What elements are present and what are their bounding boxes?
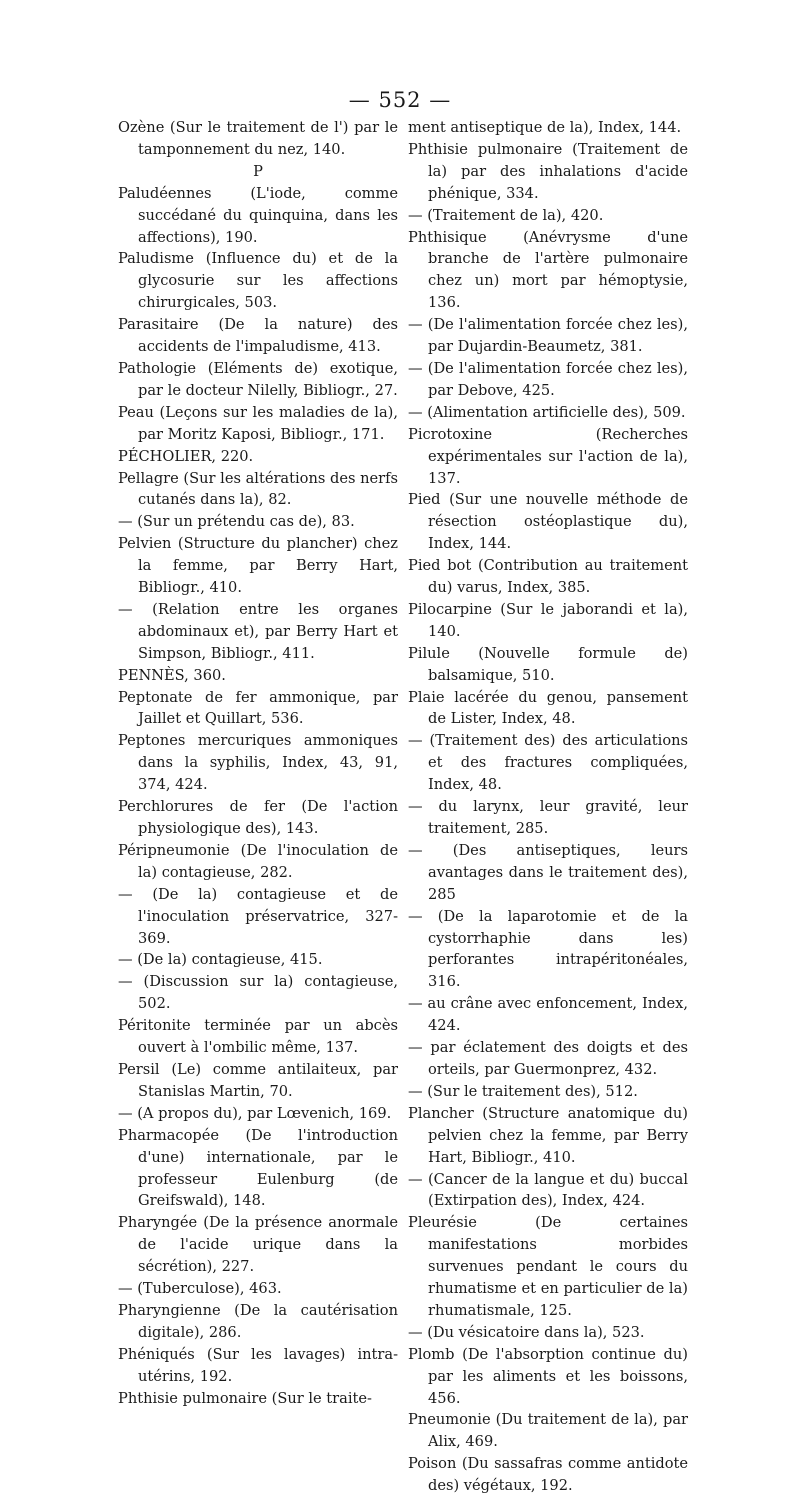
index-entry: — du larynx, leur gravité, leur traitement, 285. xyxy=(408,798,688,837)
index-entry: — (Traitement de la), 420. xyxy=(408,206,604,224)
index-entry: — (Discussion sur la) contagieuse, 502. xyxy=(118,973,398,1013)
section-letter: P xyxy=(253,162,263,180)
index-entry: — (Tuberculose), 463. xyxy=(118,1280,282,1298)
index-entry: — (De la laparotomie et de la cystorrhaphie dans les) perforantes intrapéritonéales, 316. xyxy=(408,907,688,991)
index-entry: — (De l'alimentation forcée chez les), par Debove, 425. xyxy=(408,359,688,399)
index-entry: Pharyngienne (De la cautérisation digitale), 286. xyxy=(118,1301,398,1341)
index-entry: Ozène (Sur le traitement de l') par le tamponnement du nez, 140. xyxy=(118,119,398,158)
index-entry: Pied bot (Contribution au traitement du) varus, Index, 385. xyxy=(408,557,688,597)
index-entry: Parasitaire (De la nature) des accidents de l'impaludisme, 413. xyxy=(118,316,398,356)
index-entry: Paludisme (Influence du) et de la glycosurie sur les affections chirurgicales, 503. xyxy=(118,250,398,312)
index-entry: — (Des antiseptiques, leurs avantages dans le traitement des), 285 xyxy=(408,841,688,903)
index-entry: Perchlorures de fer (De l'action physiologique des), 143. xyxy=(118,798,398,837)
index-entry: Plaie lacérée du genou, pansement de Lister, Index, 48. xyxy=(408,688,688,728)
index-entry: Péritonite terminée par un abcès ouvert à l'ombilic même, 137. xyxy=(118,1017,398,1057)
index-entry: PÉCHOLIER, 220. xyxy=(118,447,254,465)
index-entry: Pellagre (Sur les altérations des nerfs cutanés dans la), 82. xyxy=(118,469,398,509)
index-entry: — (Sur un prétendu cas de), 83. xyxy=(118,513,355,531)
index-entry: Peau (Leçons sur les maladies de la), par Moritz Kaposi, Bibliogr., 171. xyxy=(118,403,398,443)
index-entry: Pharyngée (De la présence anormale de l'acide urique dans la sécrétion), 227. xyxy=(118,1214,398,1276)
index-entry: PENNÈS, 360. xyxy=(118,666,226,684)
index-entry: Plomb (De l'absorption continue du) par les aliments et les boissons, 456. xyxy=(408,1345,688,1407)
index-entry: — (De la) contagieuse, 415. xyxy=(118,951,323,969)
index-column-right xyxy=(408,117,688,1497)
index-entry: Paludéennes (L'iode, comme succédané du quinquina, dans les affections), 190. xyxy=(118,184,398,246)
index-entry: Pathologie (Eléments de) exotique, par le docteur Nilelly, Bibliogr., 27. xyxy=(118,359,398,399)
index-entry: Pilocarpine (Sur le jaborandi et la), 140. xyxy=(408,600,688,640)
index-entry: ment antiseptique de la), Index, 144. xyxy=(408,119,682,136)
index-column-left xyxy=(118,117,398,1409)
index-entry: Plancher (Structure anatomique du) pelvien chez la femme, par Berry Hart, Bibliogr., 410. xyxy=(408,1104,688,1166)
index-entry: Pneumonie (Du traitement de la), par Alix, 469. xyxy=(408,1411,688,1451)
index-entry: — (Relation entre les organes abdominaux et), par Berry Hart et Simpson, Bibliogr., 411. xyxy=(118,600,398,662)
index-entry: Pleurésie (De certaines manifestations morbides survenues pendant le cours du rhumatisme et en particulier de la) rhumatismale, 125. xyxy=(408,1214,688,1319)
index-entry: — (Cancer de la langue et du) buccal (Extirpation des), Index, 424. xyxy=(408,1170,688,1210)
index-entry: Phéniqués (Sur les lavages) intra-utérins, 192. xyxy=(118,1345,398,1385)
index-entry: Pilule (Nouvelle formule de) balsamique, 510. xyxy=(408,644,688,684)
index-entry: Persil (Le) comme antilaiteux, par Stanislas Martin, 70. xyxy=(118,1060,398,1100)
index-entry: Pharmacopée (De l'introduction d'une) internationale, par le professeur Eulenburg (de Greifswald), 148. xyxy=(118,1126,398,1210)
index-entry: — (De la) contagieuse et de l'inoculation préservatrice, 327-369. xyxy=(118,885,398,947)
index-entry: Péripneumonie (De l'inoculation de la) contagieuse, 282. xyxy=(118,841,398,881)
index-entry: Poison (Du sassafras comme antidote des) végétaux, 192. xyxy=(408,1455,688,1495)
index-entry: — au crâne avec enfoncement, Index, 424. xyxy=(408,995,688,1035)
index-entry: Phthisie pulmonaire (Sur le traite- xyxy=(118,1389,372,1407)
index-entry: Picrotoxine (Recherches expérimentales sur l'action de la), 137. xyxy=(408,425,688,487)
index-entry: — (Du vésicatoire dans la), 523. xyxy=(408,1323,645,1341)
index-entry: — (Traitement des) des articulations et des fractures compliquées, Index, 48. xyxy=(408,732,688,794)
index-entry: — (Sur le traitement des), 512. xyxy=(408,1082,638,1100)
index-entry: Pied (Sur une nouvelle méthode de résection ostéoplastique du), Index, 144. xyxy=(408,491,688,553)
index-entry: — (Alimentation artificielle des), 509. xyxy=(408,403,686,421)
index-entry: — par éclatement des doigts et des orteils, par Guermonprez, 432. xyxy=(408,1039,688,1078)
index-entry: Peptonate de fer ammonique, par Jaillet et Quillart, 536. xyxy=(118,688,398,728)
index-entry: Phthisie pulmonaire (Traitement de la) par des inhalations d'acide phénique, 334. xyxy=(408,140,688,202)
page-number: — 552 — xyxy=(348,88,452,112)
index-entry: Pelvien (Structure du plancher) chez la femme, par Berry Hart, Bibliogr., 410. xyxy=(118,535,398,597)
index-entry: Peptones mercuriques ammoniques dans la syphilis, Index, 43, 91, 374, 424. xyxy=(118,732,398,794)
index-entry: Phthisique (Anévrysme d'une branche de l'artère pulmonaire chez un) mort par hémoptysie, 136. xyxy=(408,228,688,312)
index-entry: — (A propos du), par Lœvenich, 169. xyxy=(118,1104,392,1122)
index-entry: — (De l'alimentation forcée chez les), par Dujardin-Beaumetz, 381. xyxy=(408,316,688,356)
